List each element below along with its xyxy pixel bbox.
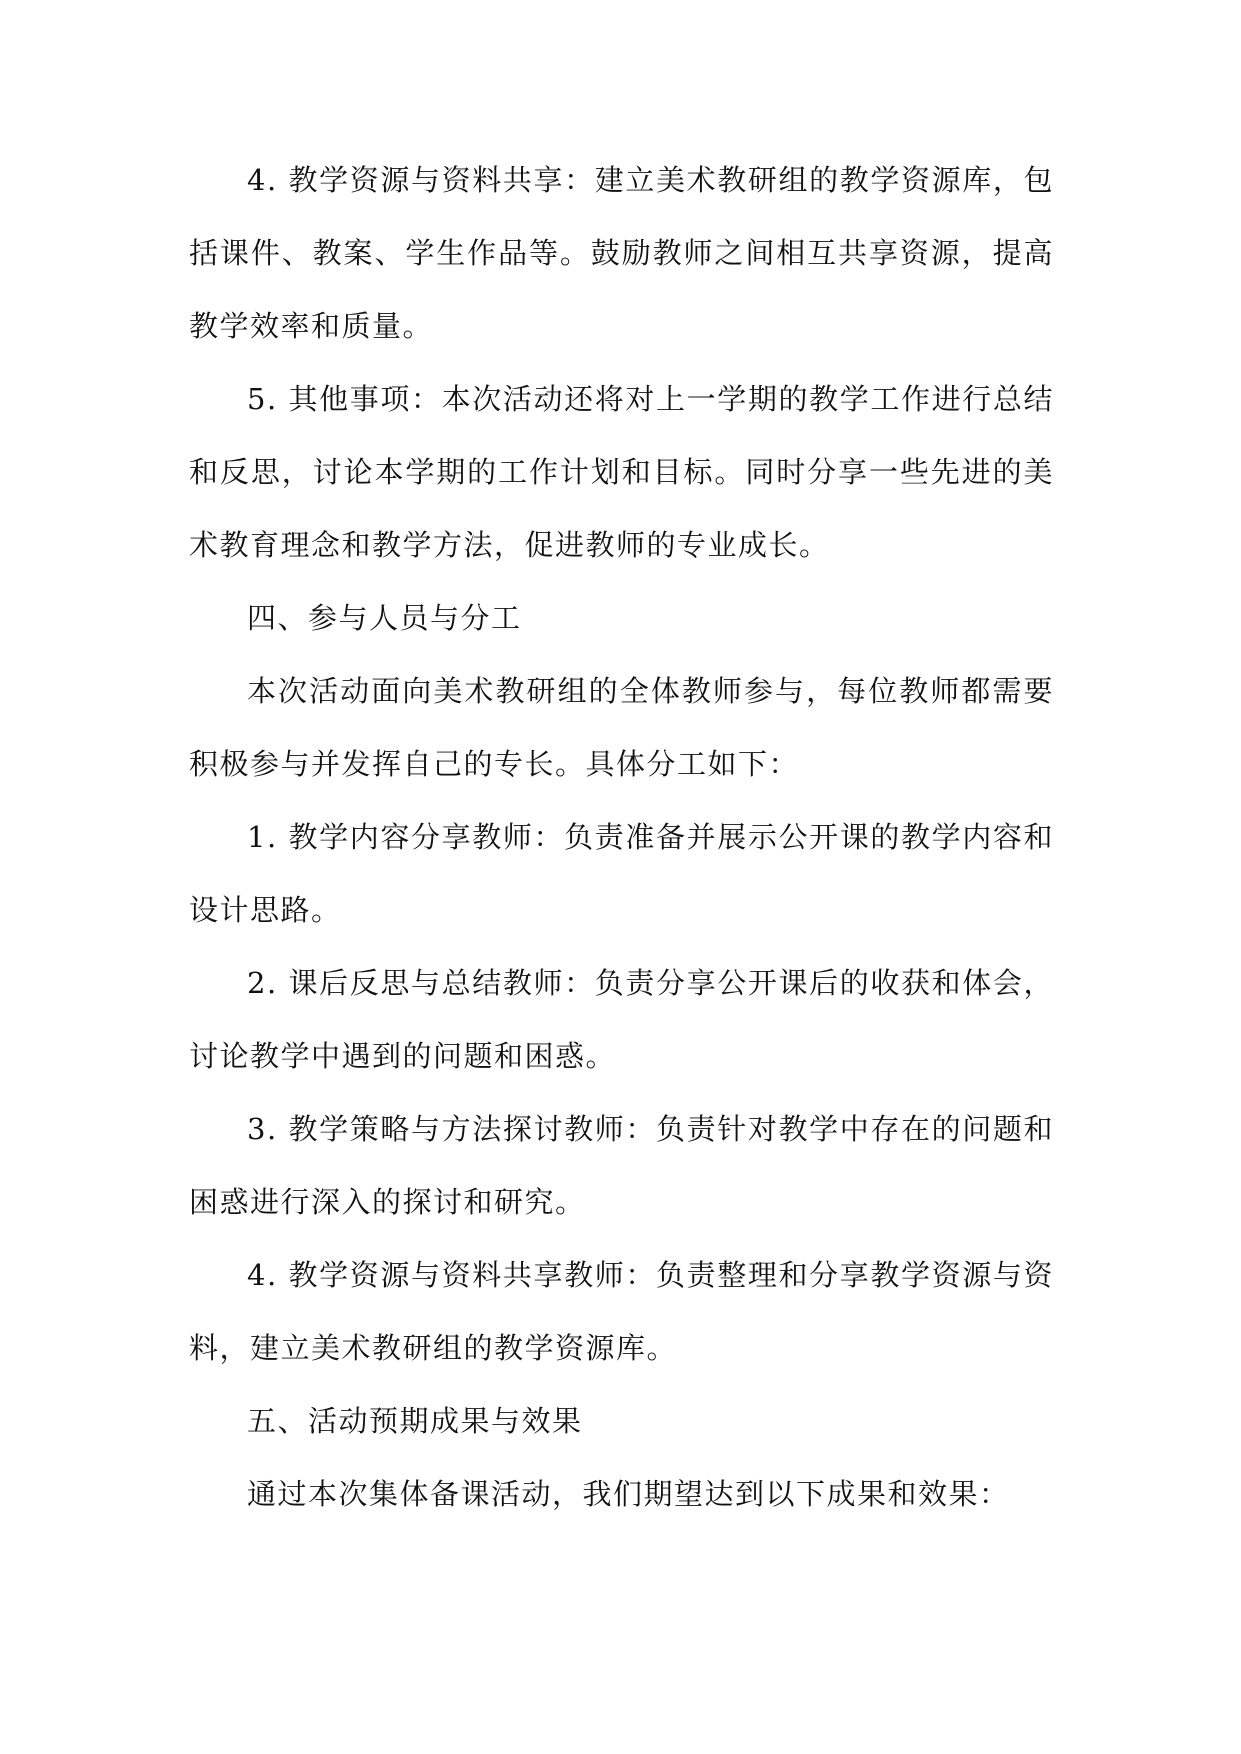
list-item-reflection: 2. 课后反思与总结教师：负责分享公开课后的收获和体会，讨论教学中遇到的问题和困惑。 <box>189 966 1054 1073</box>
section-heading-outcomes: 五、活动预期成果与效果 <box>247 1404 583 1438</box>
list-item-resource-sharing: 4. 教学资源与资料共享：建立美术教研组的教学资源库，包括课件、教案、学生作品等。鼓励教师之间相互共享资源，提高教学效率和质量。 <box>189 163 1054 343</box>
list-item-resource-teacher: 4. 教学资源与资料共享教师：负责整理和分享教学资源与资料，建立美术教研组的教学资源库。 <box>189 1258 1054 1365</box>
section-heading-participants: 四、参与人员与分工 <box>247 601 522 635</box>
list-item-strategy: 3. 教学策略与方法探讨教师：负责针对教学中存在的问题和困惑进行深入的探讨和研究。 <box>189 1112 1054 1219</box>
document-body <box>189 144 1054 1531</box>
body-paragraph-participants: 本次活动面向美术教研组的全体教师参与，每位教师都需要积极参与并发挥自己的专长。具体分工如下： <box>189 674 1054 781</box>
list-item-content-sharing: 1. 教学内容分享教师：负责准备并展示公开课的教学内容和设计思路。 <box>189 820 1054 927</box>
body-paragraph-outcomes: 通过本次集体备课活动，我们期望达到以下成果和效果： <box>247 1477 1010 1511</box>
list-item-other-matters: 5. 其他事项：本次活动还将对上一学期的教学工作进行总结和反思，讨论本学期的工作计划和目标。同时分享一些先进的美术教育理念和教学方法，促进教师的专业成长。 <box>189 382 1054 562</box>
